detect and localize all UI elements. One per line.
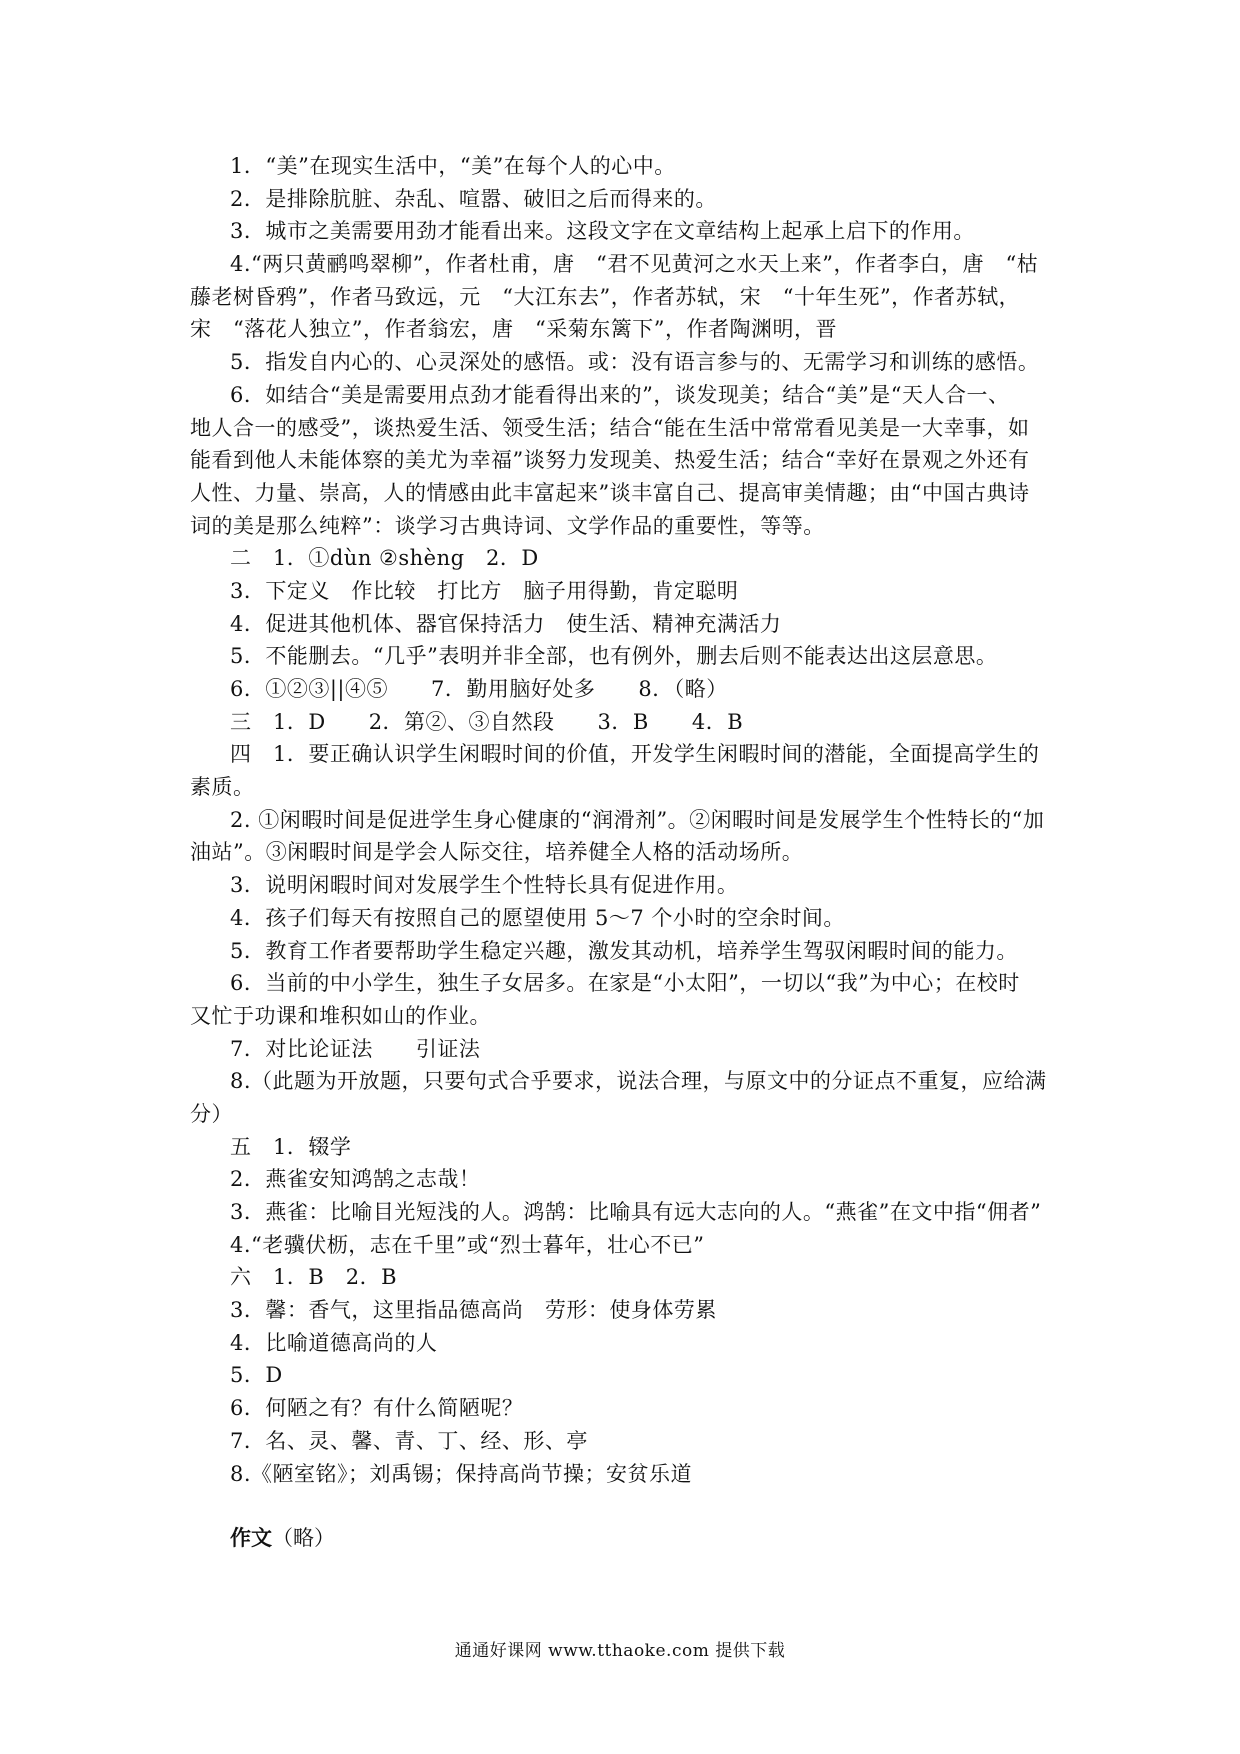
answer-line: 5．D — [230, 1363, 283, 1388]
answer-line: 3．说明闲暇时间对发展学生个性特长具有促进作用。 — [230, 873, 739, 898]
answer-line: 能看到他人未能体察的美尤为幸福”谈努力发现美、热爱生活；结合“幸好在景观之外还有 — [190, 448, 1030, 473]
answer-line: 二 1．①dùn ②shèng 2．D — [230, 546, 539, 571]
essay-note: （略） — [272, 1526, 335, 1550]
answer-line: 2．燕雀安知鸿鹄之志哉！ — [230, 1167, 481, 1192]
answer-line: 5．不能删去。“几乎”表明并非全部，也有例外，删去后则不能表达出这层意思。 — [230, 644, 998, 669]
answer-line: 7．名、灵、馨、青、丁、经、形、亭 — [230, 1428, 588, 1453]
answer-line: 五 1．辍学 — [230, 1134, 352, 1159]
answer-line: 六 1．B 2．B — [230, 1265, 398, 1290]
answer-line: 3．下定义 作比较 打比方 脑子用得勤，肯定聪明 — [230, 578, 739, 603]
answer-line: 词的美是那么纯粹”：谈学习古典诗词、文学作品的重要性，等等。 — [190, 513, 825, 538]
essay-title: 作文 — [230, 1525, 272, 1550]
answer-line: 宋 “落花人独立”，作者翁宏，唐 “采菊东篱下”，作者陶渊明，晋 — [190, 317, 837, 342]
answer-line: 6．当前的中小学生，独生子女居多。在家是“小太阳”，一切以“我”为中心；在校时 — [230, 971, 1020, 996]
answer-line: 4.“老骥伏枥，志在千里”或“烈士暮年，壮心不已” — [230, 1232, 705, 1257]
answer-line: 7．对比论证法 引证法 — [230, 1036, 481, 1061]
answer-line: 3．燕雀：比喻目光短浅的人。鸿鹄：比喻具有远大志向的人。“燕雀”在文中指“佣者” — [230, 1200, 1042, 1224]
answer-line: 藤老树昏鸦”，作者马致远，元 “大江东去”，作者苏轼，宋 “十年生死”，作者苏轼， — [190, 284, 1021, 309]
answer-line: 8.《陋室铭》；刘禹锡；保持高尚节操；安贫乐道 — [230, 1461, 693, 1486]
answer-line: 6．如结合“美是需要用点劲才能看得出来的”，谈发现美；结合“美”是“天人合一、 — [230, 382, 1010, 407]
answer-content — [190, 150, 1058, 1490]
answer-line: 人性、力量、崇高，人的情感由此丰富起来”谈丰富自己、提高审美情趣；由“中国古典诗 — [190, 480, 1030, 505]
answer-line: 三 1．D 2．第②、③自然段 3．B 4．B — [230, 709, 744, 734]
answer-line: 四 1．要正确认识学生闲暇时间的价值，开发学生闲暇时间的潜能，全面提高学生的 — [230, 742, 1040, 767]
answer-line: 6．①②③||④⑤ 7．勤用脑好处多 8．（略） — [230, 677, 728, 701]
answer-line: 4．促进其他机体、器官保持活力 使生活、精神充满活力 — [230, 611, 782, 636]
answer-line: 分） — [190, 1101, 233, 1126]
answer-line: 1．“美”在现实生活中，“美”在每个人的心中。 — [230, 154, 676, 178]
footer-watermark: 通通好课网 www.tthaoke.com 提供下载 — [454, 1641, 786, 1661]
answer-line: 又忙于功课和堆积如山的作业。 — [190, 1003, 491, 1028]
answer-line: 5．指发自内心的、心灵深处的感悟。或：没有语言参与的、无需学习和训练的感悟。 — [230, 350, 1040, 375]
answer-line: 4．比喻道德高尚的人 — [230, 1330, 438, 1355]
answer-line: 4.“两只黄鹂鸣翠柳”，作者杜甫，唐 “君不见黄河之水天上来”，作者李白，唐 “枯 — [230, 252, 1039, 277]
answer-line: 油站”。③闲暇时间是学会人际交往，培养健全人格的活动场所。 — [190, 840, 804, 865]
answer-line: 2．是排除肮脏、杂乱、喧嚣、破旧之后而得来的。 — [230, 186, 717, 211]
answer-line: 6．何陋之有？有什么简陋呢？ — [230, 1396, 524, 1421]
answer-line: 素质。 — [190, 775, 255, 800]
answer-line: 5．教育工作者要帮助学生稳定兴趣，激发其动机，培养学生驾驭闲暇时间的能力。 — [230, 938, 1018, 963]
answer-line: 3．城市之美需要用劲才能看出来。这段文字在文章结构上起承上启下的作用。 — [230, 219, 975, 244]
answer-line: 4．孩子们每天有按照自己的愿望使用 5～7 个小时的空余时间。 — [230, 905, 845, 930]
answer-line: 3．馨：香气，这里指品德高尚 劳形：使身体劳累 — [230, 1298, 717, 1323]
answer-line: 地人合一的感受”，谈热爱生活、领受生活；结合“能在生活中常常看见美是一大幸事，如 — [190, 415, 1030, 440]
essay-section — [230, 1522, 335, 1552]
answer-line: 8.（此题为开放题，只要句式合乎要求，说法合理，与原文中的分证点不重复，应给满 — [230, 1069, 1047, 1094]
answer-line: 2. ①闲暇时间是促进学生身心健康的“润滑剂”。②闲暇时间是发展学生个性特长的“加 — [230, 807, 1045, 832]
